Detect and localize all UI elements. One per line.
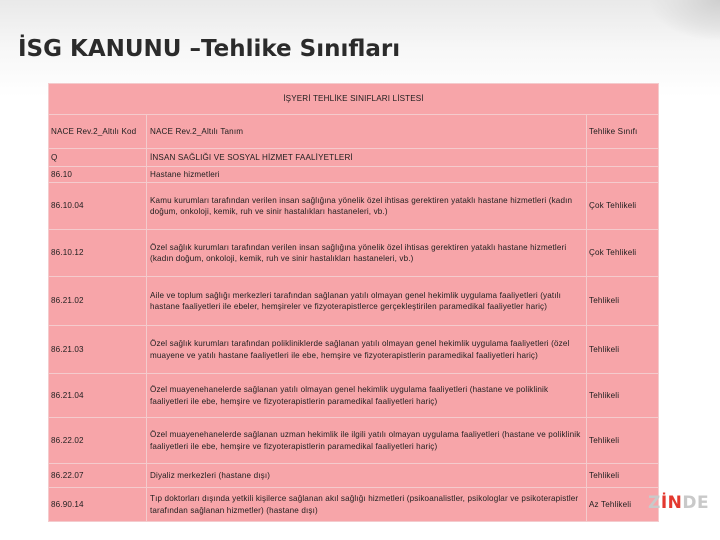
logo-accent-letter: İ [660, 493, 668, 513]
logo-text-right: DE [682, 493, 710, 513]
row-code: 86.22.07 [49, 464, 147, 488]
table-row [49, 183, 659, 230]
row-description: Aile ve toplum sağlığı merkezleri tarafından sağlanan yatılı olmayan genel hekimlik uygulama faaliyetleri (yatılı hastane faaliyetleri ile ebeler, hemşireler ve fizyoterapistlerce gerçekleştirilen paramedikal faaliyetler hariç) [147, 277, 587, 326]
row-code: 86.21.02 [49, 277, 147, 326]
row-hazard-class: Tehlikeli [587, 326, 659, 374]
table-row [49, 464, 659, 488]
row-hazard-class: Tehlikeli [587, 277, 659, 326]
table-row [49, 167, 659, 183]
header-description: NACE Rev.2_Altılı Tanım [147, 115, 587, 149]
row-code: 86.10.12 [49, 230, 147, 277]
row-hazard-class: Çok Tehlikeli [587, 230, 659, 277]
row-code: 86.21.04 [49, 374, 147, 418]
row-code: 86.10 [49, 167, 147, 183]
row-hazard-class [587, 149, 659, 167]
corner-decoration [650, 0, 720, 40]
table-row [49, 230, 659, 277]
row-hazard-class: Az Tehlikeli [587, 488, 659, 522]
table-header-row [49, 115, 659, 149]
row-description: Özel sağlık kurumları tarafından polikliniklerde sağlanan yatılı olmayan genel hekimlik uygulama faaliyetleri (özel muayene ve yatılı hastane faaliyetleri ile ebe, hemşire ve fizyoterapistlerin paramedikal faaliyetleri hariç) [147, 326, 587, 374]
row-code: 86.21.03 [49, 326, 147, 374]
brand-logo [648, 493, 709, 513]
row-code: 86.10.04 [49, 183, 147, 230]
row-description: Tıp doktorları dışında yetkili kişilerce sağlanan akıl sağlığı hizmetleri (psikoanalistler, psikologlar ve psikoterapistler tarafından sağlanan hizmetler) (hastane dışı) [147, 488, 587, 522]
table-caption-row [49, 84, 659, 115]
row-description: İNSAN SAĞLIĞI VE SOSYAL HİZMET FAALİYETLERİ [147, 149, 587, 167]
row-code: 86.22.02 [49, 418, 147, 464]
row-description: Özel sağlık kurumları tarafından verilen insan sağlığına yönelik özel ihtisas gerektiren yataklı hastane hizmetleri (kadın doğum, onkoloji, kemik, ruh ve sinir hastalıkları hastaneleri, vb.) [147, 230, 587, 277]
hazard-class-table-container [48, 83, 658, 522]
table-row [49, 149, 659, 167]
header-code: NACE Rev.2_Altılı Kod [49, 115, 147, 149]
table-row [49, 326, 659, 374]
row-description: Özel muayenehanelerde sağlanan uzman hekimlik ile ilgili yatılı olmayan uygulama faaliyetleri (hastane ve poliklinik faaliyetleri ile ebe, hemşire ve fizyoterapistlerin paramedikal faaliyetleri hariç) [147, 418, 587, 464]
table-row [49, 277, 659, 326]
row-description: Özel muayenehanelerde sağlanan yatılı olmayan genel hekimlik uygulama faaliyetleri (hastane ve poliklinik faaliyetleri ile ebe, hemşire ve fizyoterapistlerin paramedikal faaliyetleri hariç) [147, 374, 587, 418]
row-hazard-class: Çok Tehlikeli [587, 183, 659, 230]
row-code: Q [49, 149, 147, 167]
table-row [49, 418, 659, 464]
hazard-class-table [48, 83, 659, 522]
row-description: Diyaliz merkezleri (hastane dışı) [147, 464, 587, 488]
slide-title: İSG KANUNU –Tehlike Sınıfları [18, 36, 401, 62]
row-hazard-class: Tehlikeli [587, 374, 659, 418]
row-description: Hastane hizmetleri [147, 167, 587, 183]
table-row [49, 488, 659, 522]
table-row [49, 374, 659, 418]
header-hazard-class: Tehlike Sınıfı [587, 115, 659, 149]
row-description: Kamu kurumları tarafından verilen insan sağlığına yönelik özel ihtisas gerektiren yataklı hastane hizmetleri (kadın doğum, onkoloji, kemik, ruh ve sinir hastalıkları hastaneleri, vb.) [147, 183, 587, 230]
row-code: 86.90.14 [49, 488, 147, 522]
row-hazard-class [587, 167, 659, 183]
logo-text-left: ZİN [648, 493, 683, 513]
row-hazard-class: Tehlikeli [587, 418, 659, 464]
table-caption: İŞYERİ TEHLİKE SINIFLARI LİSTESİ [49, 84, 659, 115]
row-hazard-class: Tehlikeli [587, 464, 659, 488]
